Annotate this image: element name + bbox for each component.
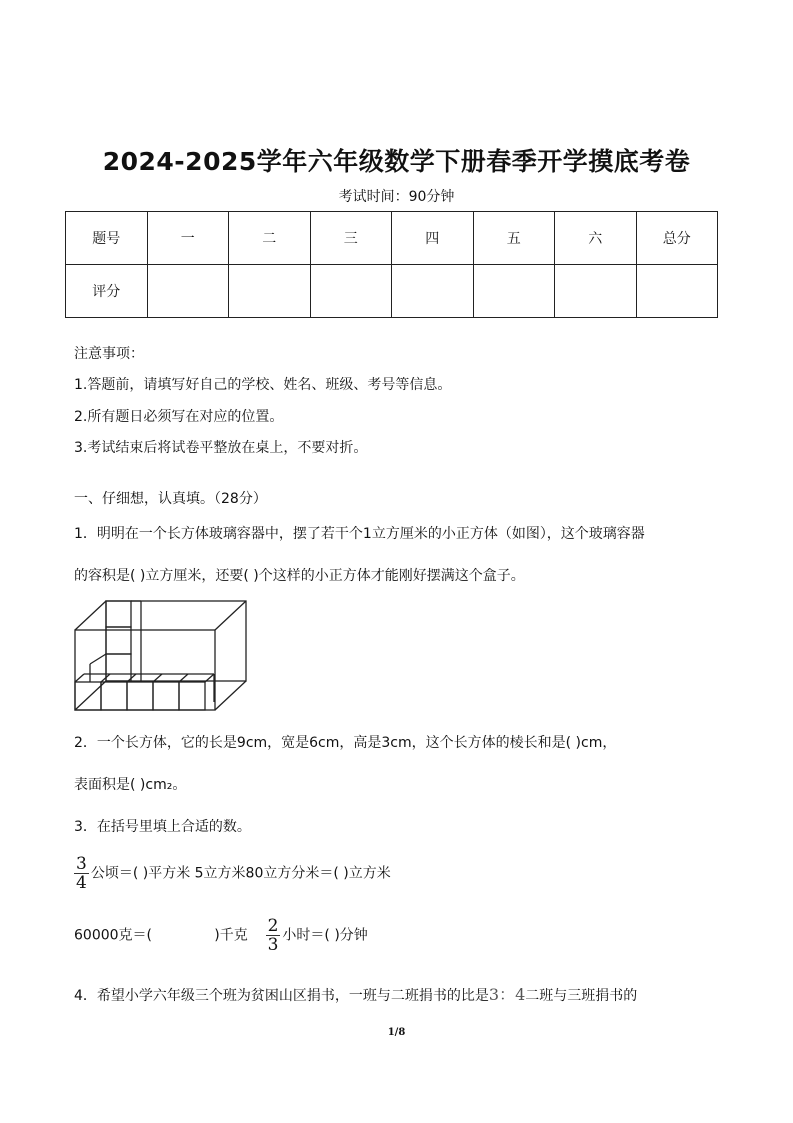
fraction-denominator: 3 xyxy=(267,935,279,955)
score-table-header-cell: 六 xyxy=(555,212,637,265)
cube xyxy=(101,682,127,710)
cube xyxy=(127,682,153,710)
score-table xyxy=(65,211,718,318)
score-cell[interactable] xyxy=(392,265,474,318)
notes-heading: 注意事项： xyxy=(74,346,144,362)
question-3b-text: 小时＝( )分钟 xyxy=(282,927,368,944)
cube xyxy=(106,654,131,681)
question-4-prefix: 4．希望小学六年级三个班为贫困山区捐书，一班与二班捐书的比是 xyxy=(74,988,489,1004)
cube xyxy=(106,601,131,627)
score-cell[interactable] xyxy=(555,265,637,318)
note-item: 3.考试结束后将试卷平整放在桌上，不要对折。 xyxy=(74,440,368,456)
cube xyxy=(106,627,131,654)
score-table-score-row xyxy=(66,265,718,318)
section-heading: 一、仔细想，认真填。（28分） xyxy=(74,491,267,507)
container-edge xyxy=(215,681,246,710)
cube xyxy=(179,682,205,710)
question-3b xyxy=(74,917,368,954)
score-cell[interactable] xyxy=(147,265,229,318)
score-table-header-cell: 题号 xyxy=(66,212,148,265)
score-table-header-cell: 四 xyxy=(392,212,474,265)
question-3: 3．在括号里填上合适的数。 xyxy=(74,819,251,835)
note-item: 2.所有题日必须写在对应的位置。 xyxy=(74,409,284,425)
cube-edge xyxy=(90,654,106,664)
score-table-header-cell: 二 xyxy=(229,212,311,265)
score-table-header-cell: 三 xyxy=(310,212,392,265)
score-table-header-cell: 一 xyxy=(147,212,229,265)
question-2-line-1: 2．一个长方体，它的长是9cm，宽是6cm，高是3cm，这个长方体的棱长和是( )cm， xyxy=(74,735,617,751)
question-3a xyxy=(74,855,391,892)
fraction-numerator: 3 xyxy=(76,854,87,874)
score-table-header-cell: 总分 xyxy=(636,212,718,265)
question-2-line-2: 表面积是( )cm₂。 xyxy=(74,777,187,793)
container-back-face xyxy=(106,601,246,681)
ratio: 3：4 xyxy=(488,985,526,1004)
page-number: 1/8 xyxy=(387,1027,406,1038)
score-table-header-cell: 五 xyxy=(473,212,555,265)
fraction xyxy=(266,917,281,954)
cuboid-container-figure xyxy=(74,600,250,712)
score-table-row-label: 评分 xyxy=(66,265,148,318)
cube-edge xyxy=(75,674,84,682)
question-4-suffix: 二班与三班捐书的 xyxy=(525,988,638,1004)
question-1-line-2: 的容积是( )立方厘米，还要( )个这样的小正方体才能刚好摆满这个盒子。 xyxy=(74,568,525,584)
container-front-face xyxy=(75,630,215,710)
page-title: 2024-2025学年六年级数学下册春季开学摸底考卷 xyxy=(102,147,691,176)
question-1-line-1: 1．明明在一个长方体玻璃容器中，摆了若干个1立方厘米的小正方体（如图），这个玻璃容器 xyxy=(74,526,645,542)
container-edge xyxy=(215,601,246,630)
score-cell[interactable] xyxy=(229,265,311,318)
fraction-denominator: 4 xyxy=(76,873,87,893)
score-cell[interactable] xyxy=(636,265,718,318)
score-table-header-row xyxy=(66,212,718,265)
fraction-numerator: 2 xyxy=(267,916,279,936)
exam-time: 考试时间：90分钟 xyxy=(338,189,455,205)
cube xyxy=(153,682,179,710)
question-4-line-1 xyxy=(74,982,637,1005)
container-edge xyxy=(75,601,106,630)
note-item: 1.答题前，请填写好自己的学校、姓名、班级、考号等信息。 xyxy=(74,377,452,393)
score-cell[interactable] xyxy=(310,265,392,318)
fraction xyxy=(74,855,89,892)
question-3b-prefix: 60000克＝( )千克 xyxy=(74,927,266,944)
score-cell[interactable] xyxy=(473,265,555,318)
question-3a-text: 公顷＝( )平方米 5立方米80立方分米＝( )立方米 xyxy=(90,865,391,882)
